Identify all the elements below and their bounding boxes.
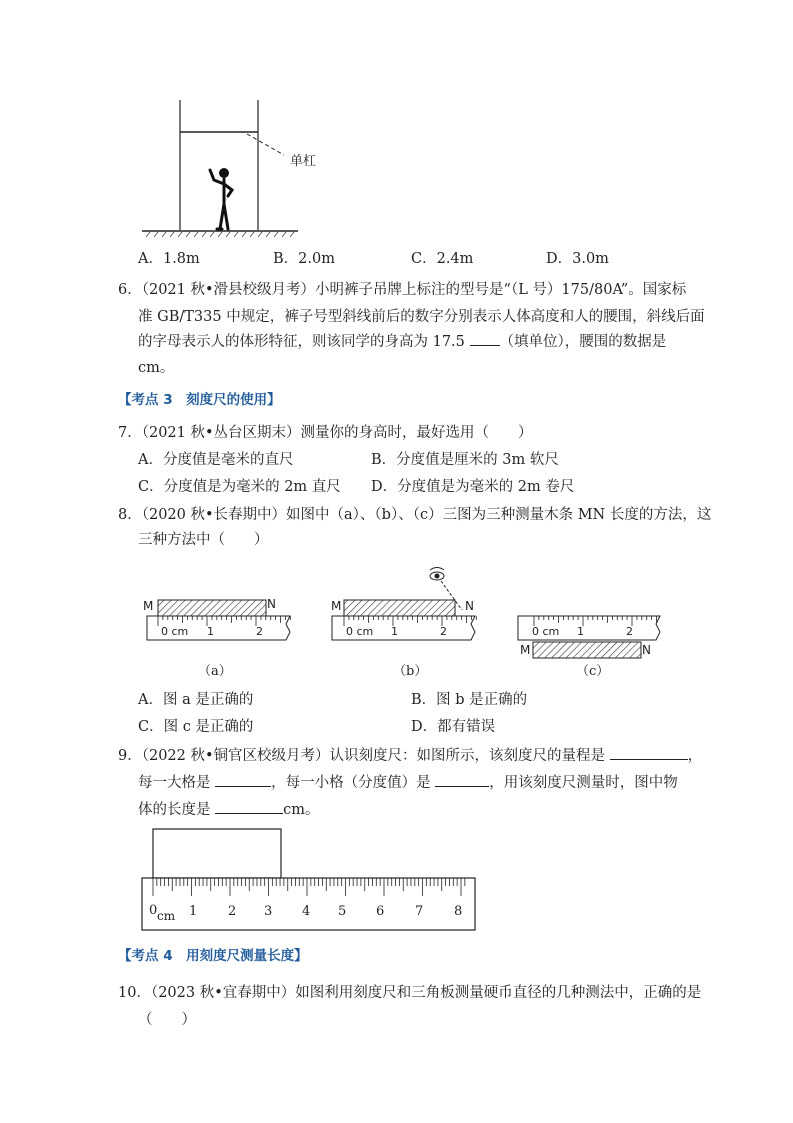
- q10-line2: （ ）: [138, 1012, 196, 1028]
- end-label-m: M: [520, 643, 531, 657]
- ruler-label-2: 2: [440, 625, 447, 638]
- ruler-label-2: 2: [626, 625, 633, 638]
- ruler-label-zero: 0 cm: [346, 625, 374, 638]
- bar-label: 单杠: [290, 154, 317, 169]
- ruler-number: 4: [302, 904, 311, 919]
- option-b[interactable]: B．2.0m: [273, 251, 335, 267]
- q6-line2: 准 GB/T335 中规定，裤子号型斜线前后的数字分别表示人体高度和人的腰围，斜线后面: [138, 309, 705, 325]
- end-label-m: M: [331, 599, 342, 613]
- q8-line1: 8．（2020 秋•长春期中）如图中（a）、（b）、（c）三图为三种测量木条 MN 长度的方法，这: [118, 507, 712, 523]
- option-d[interactable]: D．都有错误: [411, 719, 496, 735]
- caption-a: （a）: [198, 664, 232, 679]
- ruler-number: 1: [189, 904, 198, 919]
- ruler-number: 7: [415, 904, 424, 919]
- end-label-n: N: [267, 597, 276, 611]
- option-a[interactable]: A．图 a 是正确的: [138, 692, 254, 708]
- q8-line2: 三种方法中（ ）: [138, 532, 269, 548]
- section-heading-4: 【考点 4 用刻度尺测量长度】: [118, 948, 308, 964]
- q6-line3: 的字母表示人的体形特征，则该同学的身高为 17.5 （填单位），腰围的数据是: [138, 331, 666, 352]
- ruler-number: 6: [376, 904, 385, 919]
- ruler-number: 8: [454, 904, 463, 919]
- caption-b: （b）: [393, 664, 428, 679]
- ruler-zero: 0: [149, 903, 158, 918]
- ruler-label-2: 2: [256, 625, 263, 638]
- option-c[interactable]: C．2.4m: [411, 251, 474, 267]
- option-c[interactable]: C．分度值是为毫米的 2m 直尺: [138, 479, 341, 495]
- ruler-number: 2: [228, 904, 237, 919]
- q9-line3: 体的长度是 cm。: [138, 799, 319, 820]
- ruler-number: 5: [338, 904, 347, 919]
- section-heading-3: 【考点 3 刻度尺的使用】: [118, 392, 281, 408]
- option-c[interactable]: C．图 c 是正确的: [138, 719, 254, 735]
- ruler-unit: cm: [157, 909, 176, 923]
- ruler-number: 3: [264, 904, 273, 919]
- end-label-n: N: [642, 643, 651, 657]
- ruler-label-1: 1: [391, 625, 398, 638]
- option-b[interactable]: B．分度值是厘米的 3m 软尺: [371, 452, 559, 468]
- q6-line4: cm。: [138, 360, 175, 376]
- option-a[interactable]: A．1.8m: [138, 251, 200, 267]
- option-b[interactable]: B．图 b 是正确的: [411, 692, 528, 708]
- ruler-label-zero: 0 cm: [532, 625, 560, 638]
- ruler-label-1: 1: [207, 625, 214, 638]
- q9-line2: 每一大格是 ，每一小格（分度值）是 ，用该刻度尺测量时，图中物: [138, 772, 678, 793]
- option-d[interactable]: D．分度值是为毫米的 2m 卷尺: [371, 479, 575, 495]
- caption-c: （c）: [576, 664, 610, 679]
- ruler-label-1: 1: [577, 625, 584, 638]
- end-label-m: M: [143, 599, 154, 613]
- ruler-label-zero: 0 cm: [161, 625, 189, 638]
- q10-line1: 10．（2023 秋•宜春期中）如图利用刻度尺和三角板测量硬币直径的几种测法中，正确的是: [118, 985, 702, 1001]
- q7-stem: 7．（2021 秋•丛台区期末）测量你的身高时，最好选用（ ）: [118, 425, 533, 441]
- end-label-n: N: [465, 599, 474, 613]
- q9-line1: 9．（2022 秋•铜官区校级月考）认识刻度尺：如图所示，该刻度尺的量程是 ，: [118, 745, 702, 766]
- option-a[interactable]: A．分度值是毫米的直尺: [138, 452, 294, 468]
- q6-line1: 6．（2021 秋•滑县校级月考）小明裤子吊牌上标注的型号是“（L 号）175/80A”。国家标: [118, 282, 687, 298]
- option-d[interactable]: D．3.0m: [546, 251, 609, 267]
